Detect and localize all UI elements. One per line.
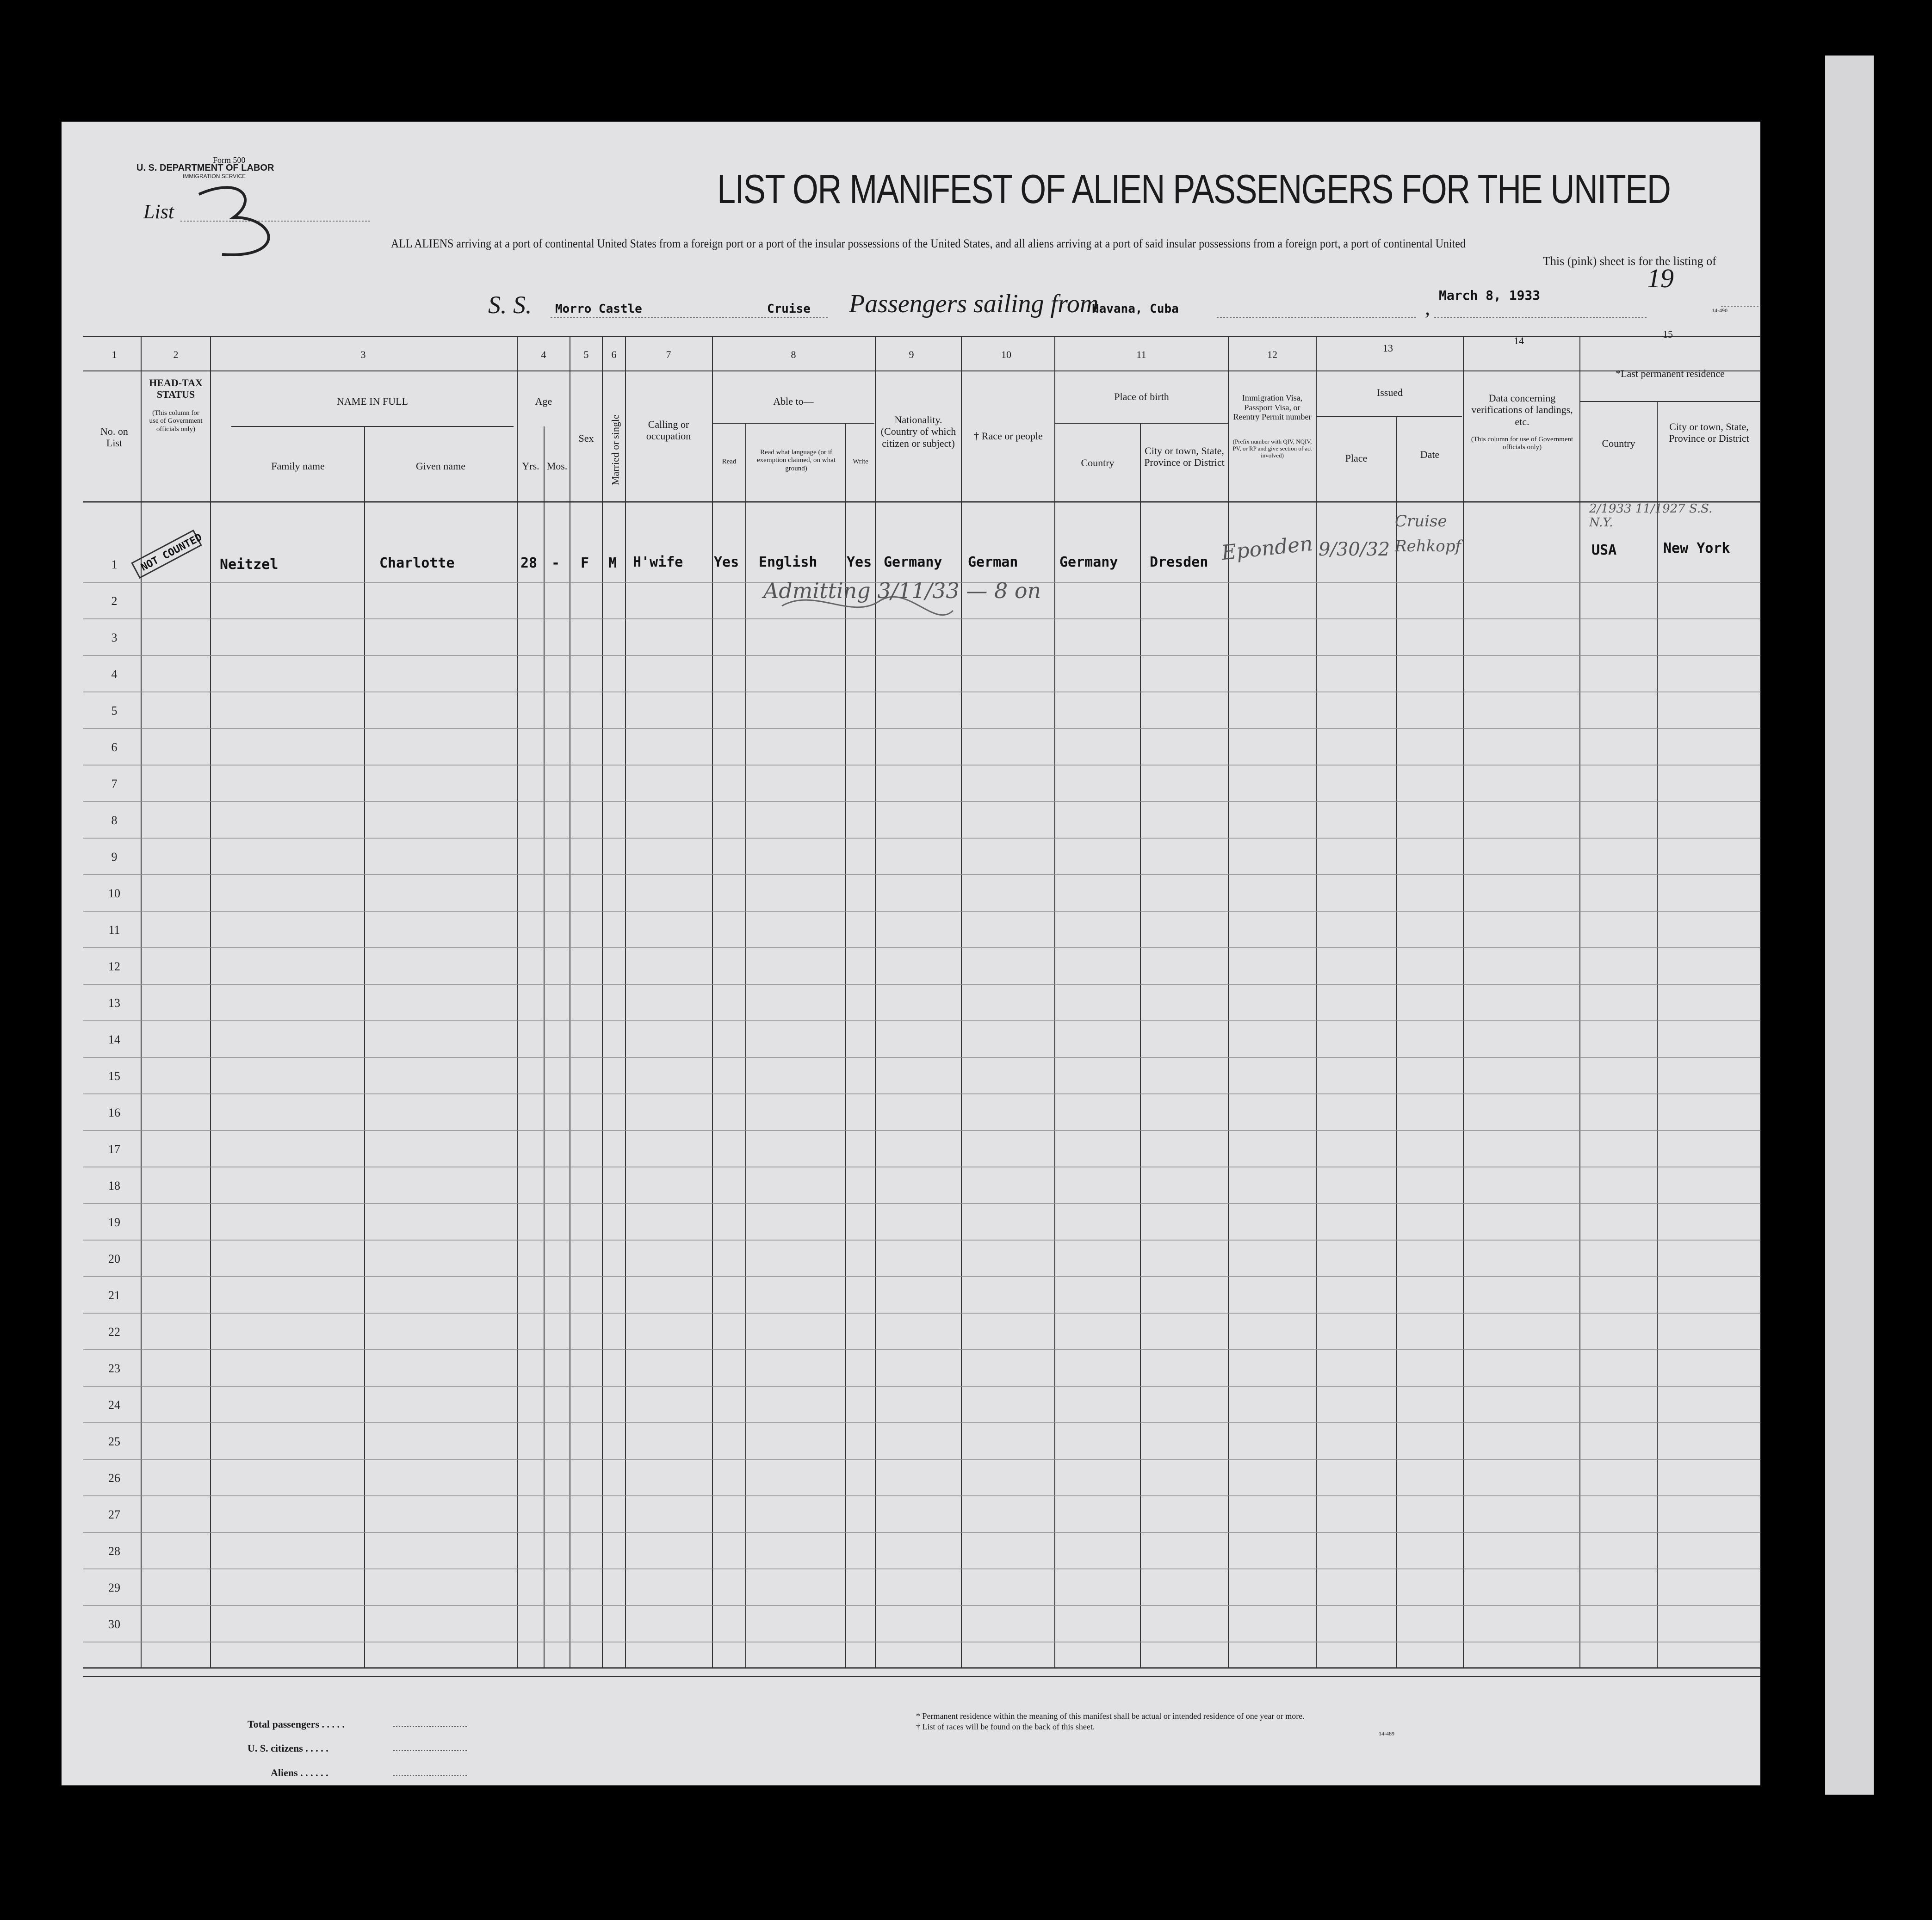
row-number: 18 <box>108 1179 120 1192</box>
races-footnote: † List of races will be found on the back of this sheet. <box>916 1722 1095 1731</box>
header-res-country: Country <box>1602 438 1635 449</box>
col-num-11: 11 <box>1136 349 1146 360</box>
birth-city-cell: Dresden <box>1150 554 1208 570</box>
col-num-13: 13 <box>1383 342 1393 354</box>
departure-port: Havana, Cuba <box>1092 302 1179 316</box>
header-read: Read <box>722 458 737 465</box>
row-number: 29 <box>108 1581 120 1594</box>
header-no-on-list: No. on List <box>100 426 128 449</box>
form-code: 14-490 <box>1712 307 1728 314</box>
header-birth-city: City or town, State, Province or District <box>1144 445 1225 469</box>
total-passengers-label: Total passengers . . . . . <box>248 1718 345 1730</box>
header-able-to: Able to— <box>773 395 814 407</box>
header-mos: Mos. <box>546 460 568 472</box>
row-number: 9 <box>111 850 118 864</box>
footer-code: 14-489 <box>1379 1730 1394 1737</box>
header-age: Age <box>535 395 552 407</box>
row-number: 11 <box>108 923 120 937</box>
marital-cell: M <box>608 555 617 571</box>
row-number: 3 <box>111 631 118 644</box>
res-country-cell: USA <box>1591 542 1617 558</box>
res-city-cell: New York <box>1663 540 1730 556</box>
visa-handwriting: Eponden <box>1220 531 1314 565</box>
row-number: 13 <box>108 996 120 1010</box>
issued-place-handwriting: 9/30/32 <box>1319 539 1390 560</box>
sex-cell: F <box>581 555 589 571</box>
instructions-line1: ALL ALIENS arriving at a port of continental United States from a foreign port or a port of the insular possessions of the United States, and all aliens arriving at a port of said insular possessions from a foreign port, a port of continental United <box>391 237 1466 250</box>
header-yrs: Yrs. <box>522 460 539 472</box>
col-num-8: 8 <box>791 349 796 360</box>
header-nationality: Nationality. (Country of which citizen or subject) <box>880 414 956 449</box>
row-number: 23 <box>108 1362 120 1375</box>
row-number: 26 <box>108 1471 120 1485</box>
residence-footnote: * Permanent residence within the meaning of this manifest shall be actual or intended residence of one year or more. <box>916 1711 1305 1721</box>
ship-name: Morro Castle <box>555 302 642 316</box>
sailing-date: March 8, 1933 <box>1439 288 1541 303</box>
row-number: 2 <box>111 594 118 608</box>
department-name: U. S. DEPARTMENT OF LABOR <box>136 163 274 173</box>
col-num-3: 3 <box>360 349 366 360</box>
header-issued-date: Date <box>1420 449 1440 460</box>
header-write: Write <box>853 458 868 465</box>
header-data-note: (This column for use of Government officials only) <box>1471 436 1573 451</box>
row-number: 17 <box>108 1142 120 1156</box>
row-number: 10 <box>108 887 120 900</box>
comma: , <box>1425 296 1430 319</box>
row-number: 6 <box>111 741 118 754</box>
row-number: 16 <box>108 1106 120 1119</box>
row-number: 7 <box>111 777 118 790</box>
row-number: 28 <box>108 1544 120 1558</box>
issued-date-handwriting: Cruise Rehkopf <box>1395 512 1461 556</box>
row-number: 22 <box>108 1325 120 1339</box>
col-num-12: 12 <box>1267 349 1277 360</box>
year-prefix: 19 <box>1647 263 1674 293</box>
row-number: 5 <box>111 704 118 717</box>
service-name: IMMIGRATION SERVICE <box>183 173 246 179</box>
header-name-in-full: NAME IN FULL <box>337 395 408 407</box>
age-years-cell: 28 <box>520 555 538 571</box>
row-number: 19 <box>108 1216 120 1229</box>
form-number: Form 500 <box>213 155 246 165</box>
col-num-15: 15 <box>1663 328 1673 340</box>
header-read-language: Read what language (or if exemption claimed, on what ground) <box>757 449 836 472</box>
header-head-tax: HEAD-TAX STATUS <box>149 377 203 401</box>
row-number: 4 <box>111 667 118 681</box>
col-num-9: 9 <box>909 349 914 360</box>
header-issued-place: Place <box>1345 452 1368 464</box>
header-family-name: Family name <box>271 460 325 472</box>
sailing-label: Passengers sailing from <box>849 290 1099 318</box>
row-number: 15 <box>108 1069 120 1083</box>
header-last-residence: *Last permanent residence <box>1616 368 1725 379</box>
age-months-cell: - <box>551 555 560 571</box>
header-sex: Sex <box>578 432 594 444</box>
col-num-6: 6 <box>611 349 617 360</box>
col-num-2: 2 <box>173 349 179 360</box>
header-visa-note: (Prefix number with QIV, NQIV, PV, or RP and give section of act involved) <box>1232 438 1312 459</box>
ss-label: S. S. <box>488 291 532 319</box>
row-number: 14 <box>108 1033 120 1046</box>
row-number: 24 <box>108 1398 120 1412</box>
language-cell: English <box>759 554 817 570</box>
col-num-14: 14 <box>1514 335 1524 346</box>
headtax-stamp: NOT COUNTED <box>139 531 204 574</box>
header-given-name: Given name <box>416 460 465 472</box>
list-label: List <box>143 200 174 223</box>
residence-note-handwriting: 2/1933 11/1927 S.S. N.Y. <box>1589 502 1713 530</box>
header-birth-country: Country <box>1081 457 1115 469</box>
header-race: † Race or people <box>974 430 1043 442</box>
race-cell: German <box>968 554 1018 570</box>
row-number: 1 <box>111 558 118 571</box>
header-married: Married or single <box>609 414 621 486</box>
aliens-label: Aliens . . . . . . <box>271 1767 328 1778</box>
col-num-1: 1 <box>111 349 117 360</box>
row-number: 30 <box>108 1617 120 1631</box>
birth-country-cell: Germany <box>1059 554 1118 570</box>
row-number: 20 <box>108 1252 120 1266</box>
write-cell: Yes <box>847 554 872 570</box>
header-issued: Issued <box>1376 387 1403 398</box>
row-number: 25 <box>108 1435 120 1448</box>
us-citizens-label: U. S. citizens . . . . . <box>248 1742 328 1754</box>
col-num-4: 4 <box>541 349 546 360</box>
given-name-cell: Charlotte <box>379 555 455 571</box>
read-cell: Yes <box>714 554 739 570</box>
manifest-title: LIST OR MANIFEST OF ALIEN PASSENGERS FOR THE UNITED <box>717 166 1671 212</box>
row-number: 12 <box>108 960 120 973</box>
header-res-city: City or town, State, Province or District <box>1669 421 1749 445</box>
row-number: 8 <box>111 814 118 827</box>
header-calling: Calling or occupation <box>646 419 691 442</box>
header-visa: Immigration Visa, Passport Visa, or Reentry Permit number <box>1233 393 1312 422</box>
admission-note-handwriting: Admitting 3/11/33 — 8 on <box>763 578 1041 603</box>
col-num-7: 7 <box>666 349 671 360</box>
occupation-cell: H'wife <box>633 554 683 570</box>
col-num-10: 10 <box>1001 349 1011 360</box>
instructions-line2: This (pink) sheet is for the listing of <box>1543 254 1716 268</box>
row-number: 21 <box>108 1289 120 1302</box>
header-place-of-birth: Place of birth <box>1114 391 1169 402</box>
header-head-tax-note: (This column for use of Government officials only) <box>149 409 203 433</box>
nationality-cell: Germany <box>884 554 942 570</box>
col-num-5: 5 <box>583 349 589 360</box>
voyage-type: Cruise <box>767 302 811 316</box>
header-data-concerning: Data concerning verifications of landings, etc. <box>1471 392 1573 427</box>
family-name-cell: Neitzel <box>220 556 279 573</box>
row-number: 27 <box>108 1508 120 1521</box>
